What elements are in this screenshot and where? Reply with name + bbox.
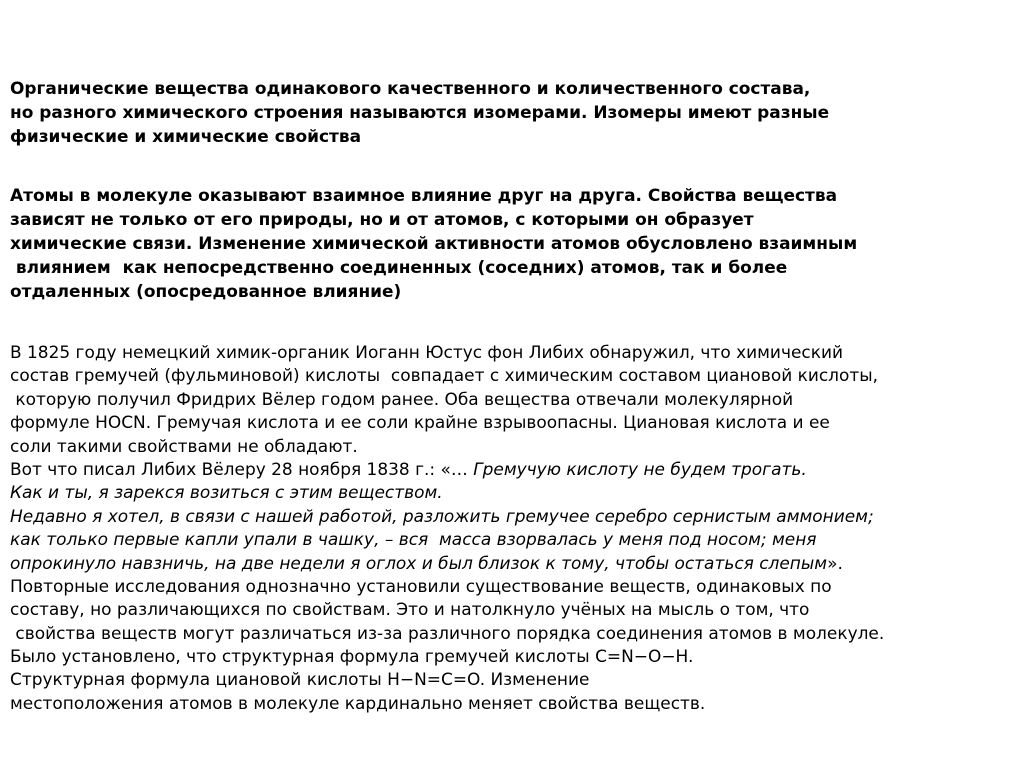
letter-close: ». <box>827 552 843 573</box>
text-line: Органические вещества одинакового качественного и количественного состава, <box>10 78 811 98</box>
fulminic-acid-formula-line: Было установлено, что структурная формула гремучей кислоты C=N−O−H. <box>10 646 694 667</box>
text-line: химические связи. Изменение химической активности атомов обусловлено взаимным <box>10 233 858 253</box>
text-line: Повторные исследования однозначно установили существование веществ, одинаковых по <box>10 575 832 596</box>
letter-quote-line: Как и ты, я зарекся возиться с этим веществом. <box>10 482 443 503</box>
letter-quote-line: Недавно я хотел, в связи с нашей работой, разложить гремучее серебро сернистым аммонием; <box>10 505 874 526</box>
text-line: местоположения атомов в молекуле кардинально меняет свойства веществ. <box>10 692 706 713</box>
isomers-definition-paragraph <box>10 76 1022 148</box>
text-line: физические и химические свойства <box>10 126 362 146</box>
mutual-influence-paragraph <box>10 183 1022 303</box>
text-line: зависят не только от его природы, но и от атомов, с которыми он образует <box>10 209 754 229</box>
letter-quote: опрокинуло навзничь, на две недели я оглох и был близок к тому, чтобы остаться слепым <box>10 552 828 573</box>
text-line: отдаленных (опосредованное влияние) <box>10 281 402 301</box>
text-line: но разного химического строения называются изомерами. Изомеры имеют разные <box>10 102 830 122</box>
text-line: В 1825 году немецкий химик-органик Иоганн Юстус фон Либих обнаружил, что химический <box>10 342 843 362</box>
letter-intro-line <box>10 458 1022 481</box>
text-line: свойства веществ могут различаться из-за различного порядка соединения атомов в молекуле. <box>10 622 885 643</box>
text-line: Атомы в молекуле оказывают взаимное влияние друг на друга. Свойства вещества <box>10 185 838 205</box>
text-line: составу, но различающихся по свойствам. Это и натолкнуло учёных на мысль о том, что <box>10 599 810 620</box>
letter-quote-last-line <box>10 552 1022 575</box>
text-line: состав гремучей (фульминовой) кислоты совпадает с химическим составом циановой кислоты, <box>10 365 879 386</box>
letter-intro: Вот что писал Либих Вёлеру 28 ноября 1838 г.: «… <box>10 458 474 479</box>
letter-quote: Гремучую кислоту не будем трогать. <box>473 458 807 479</box>
cyanic-acid-formula-line: Структурная формула циановой кислоты H−N=C=O. Изменение <box>10 669 590 690</box>
text-line: соли такими свойствами не обладают. <box>10 435 358 456</box>
text-line: влиянием как непосредственно соединенных (соседних) атомов, так и более <box>10 257 788 277</box>
text-line: формуле HOCN. Гремучая кислота и ее соли крайне взрывоопасны. Циановая кислота и ее <box>10 412 830 433</box>
history-paragraph <box>10 341 1022 715</box>
text-line: которую получил Фридрих Вёлер годом ранее. Оба вещества отвечали молекулярной <box>10 388 794 409</box>
letter-quote-line: как только первые капли упали в чашку, – вся масса взорвалась у меня под носом; меня <box>10 529 817 550</box>
